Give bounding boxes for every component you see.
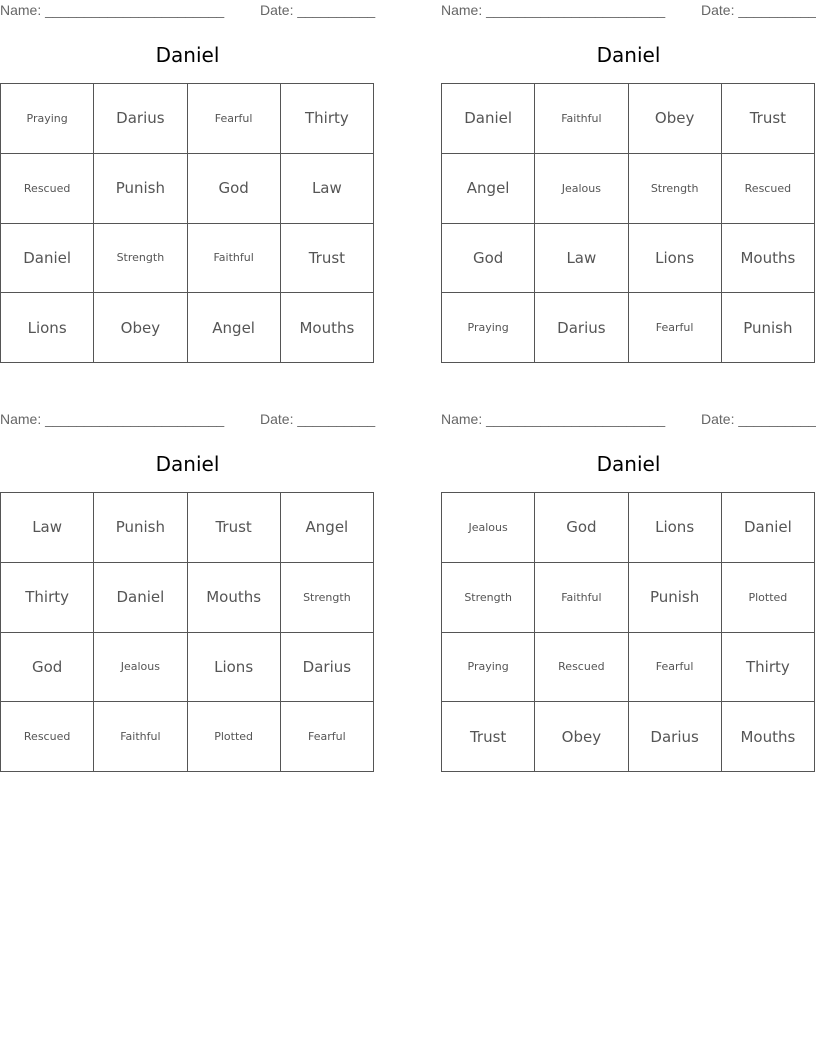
bingo-cell: Thirty — [281, 84, 374, 154]
bingo-cell: Lions — [188, 633, 281, 703]
bingo-cell: Mouths — [281, 293, 374, 363]
bingo-cell: Obey — [94, 293, 187, 363]
bingo-cell: Darius — [94, 84, 187, 154]
bingo-cell: Plotted — [722, 563, 815, 633]
bingo-cell: Trust — [188, 493, 281, 563]
date-field-label: Date: __________ — [701, 411, 816, 427]
bingo-cell: Angel — [281, 493, 374, 563]
bingo-cell: Rescued — [1, 154, 94, 224]
bingo-cell: Strength — [629, 154, 722, 224]
bingo-cell: Mouths — [722, 224, 815, 294]
bingo-cell: Fearful — [629, 633, 722, 703]
bingo-cell: Trust — [722, 84, 815, 154]
bingo-grid — [441, 492, 815, 772]
bingo-cell: Praying — [442, 633, 535, 703]
bingo-cell: Faithful — [94, 702, 187, 772]
date-field-label: Date: __________ — [260, 411, 376, 427]
bingo-cell: Angel — [442, 154, 535, 224]
bingo-cell: Law — [535, 224, 628, 294]
bingo-cell: Law — [1, 493, 94, 563]
card-title: Daniel — [596, 43, 661, 67]
bingo-cell: Darius — [535, 293, 628, 363]
bingo-cell: Thirty — [1, 563, 94, 633]
bingo-cell: Faithful — [535, 84, 628, 154]
card-title: Daniel — [155, 452, 220, 476]
bingo-cell: Fearful — [629, 293, 722, 363]
bingo-cell: Daniel — [442, 84, 535, 154]
bingo-cell: Fearful — [281, 702, 374, 772]
bingo-cell: Praying — [1, 84, 94, 154]
bingo-cell: Darius — [629, 702, 722, 772]
bingo-cell: Plotted — [188, 702, 281, 772]
card-header — [441, 2, 816, 20]
bingo-cell: Angel — [188, 293, 281, 363]
date-field-label: Date: __________ — [260, 2, 376, 18]
bingo-cell: Trust — [442, 702, 535, 772]
bingo-cell: Daniel — [722, 493, 815, 563]
bingo-card-4 — [441, 409, 816, 769]
bingo-cell: Punish — [722, 293, 815, 363]
bingo-grid — [0, 492, 374, 772]
bingo-cell: Faithful — [535, 563, 628, 633]
card-header — [441, 411, 816, 429]
bingo-cell: Punish — [94, 493, 187, 563]
bingo-cell: Obey — [535, 702, 628, 772]
bingo-cell: Punish — [94, 154, 187, 224]
bingo-grid — [0, 83, 374, 363]
name-field-label: Name: _______________________ — [0, 2, 225, 18]
bingo-cell: Rescued — [1, 702, 94, 772]
bingo-cell: Fearful — [188, 84, 281, 154]
card-title: Daniel — [155, 43, 220, 67]
name-field-label: Name: _______________________ — [441, 2, 666, 18]
bingo-card-3 — [0, 409, 375, 769]
bingo-cell: Darius — [281, 633, 374, 703]
bingo-cell: Lions — [1, 293, 94, 363]
bingo-card-2 — [441, 0, 816, 360]
bingo-cell: Strength — [442, 563, 535, 633]
card-title: Daniel — [596, 452, 661, 476]
bingo-cell: Law — [281, 154, 374, 224]
bingo-grid — [441, 83, 815, 363]
bingo-cell: Lions — [629, 224, 722, 294]
bingo-cell: Thirty — [722, 633, 815, 703]
bingo-cell: Trust — [281, 224, 374, 294]
bingo-cell: Strength — [281, 563, 374, 633]
bingo-cell: God — [1, 633, 94, 703]
bingo-cell: Lions — [629, 493, 722, 563]
bingo-cell: God — [535, 493, 628, 563]
bingo-cell: Praying — [442, 293, 535, 363]
date-field-label: Date: __________ — [701, 2, 816, 18]
bingo-cell: Rescued — [722, 154, 815, 224]
bingo-cell: Punish — [629, 563, 722, 633]
bingo-cell: Obey — [629, 84, 722, 154]
bingo-cell: God — [442, 224, 535, 294]
bingo-cell: Mouths — [722, 702, 815, 772]
bingo-cell: Mouths — [188, 563, 281, 633]
bingo-cell: Jealous — [94, 633, 187, 703]
bingo-cell: Jealous — [535, 154, 628, 224]
bingo-cell: Faithful — [188, 224, 281, 294]
bingo-cell: Strength — [94, 224, 187, 294]
bingo-cell: Jealous — [442, 493, 535, 563]
bingo-cell: Daniel — [1, 224, 94, 294]
name-field-label: Name: _______________________ — [0, 411, 225, 427]
bingo-cell: Daniel — [94, 563, 187, 633]
card-header — [0, 2, 375, 20]
bingo-cell: God — [188, 154, 281, 224]
bingo-card-1 — [0, 0, 375, 360]
name-field-label: Name: _______________________ — [441, 411, 666, 427]
card-header — [0, 411, 375, 429]
bingo-cell: Rescued — [535, 633, 628, 703]
